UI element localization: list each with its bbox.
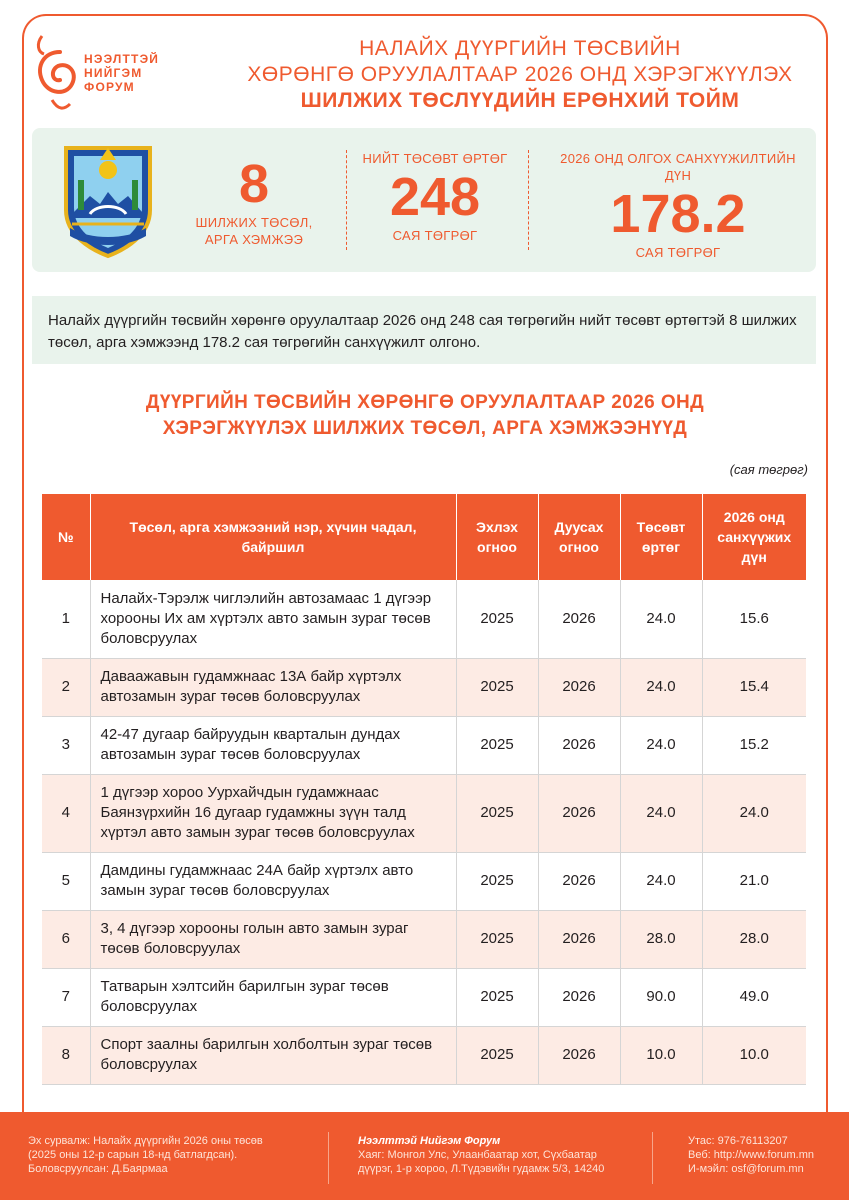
cell-name: Спорт заалны барилгын холболтын зураг төсөв боловсруулах (90, 1026, 456, 1084)
cell-start: 2025 (456, 658, 538, 716)
total-budget-value: 248 (389, 167, 481, 227)
logo-line-1: НЭЭЛТТЭЙ (84, 52, 160, 66)
col-header-start: Эхлэх огноо (456, 494, 538, 580)
district-emblem-icon (60, 140, 156, 260)
footer-divider (328, 1132, 329, 1184)
funding-title: 2026 ОНД ОЛГОХ САНХҮҮЖИЛТИЙН ДҮН (560, 151, 796, 183)
section-title (60, 390, 790, 442)
table-header-row (42, 494, 806, 580)
cell-budget: 10.0 (620, 1026, 702, 1084)
funding-value: 178.2 (610, 184, 746, 244)
cell-start: 2025 (456, 1026, 538, 1084)
cell-start: 2025 (456, 852, 538, 910)
footer-address (358, 1134, 638, 1176)
col-header-budget: Төсөвт өртөг (620, 494, 702, 580)
funding-unit: САЯ ТӨГРӨГ (635, 245, 721, 260)
cell-name: 1 дүгээр хороо Уурхайчдын гудамжнаас Баянзүрхийн 16 дугаар гудамжны зүүн талд хүртэл авто замын зураг төсөв боловсруулах (90, 774, 456, 852)
cell-name: Даваажавын гудамжнаас 13А байр хүртэлх автозамын зураг төсөв боловсруулах (90, 658, 456, 716)
logo-wordmark (84, 52, 159, 94)
cell-fund: 15.4 (702, 658, 806, 716)
cell-name: Налайх-Тэрэлж чиглэлийн автозамаас 1 дүгээр хорооны Их ам хүртэлх авто замын зураг төсөв боловсруулах (90, 580, 456, 658)
cell-no: 4 (42, 774, 90, 852)
col-header-no: № (42, 494, 90, 580)
table-row (42, 580, 806, 658)
footer-phone: Утас: 976-76113207 (688, 1135, 788, 1147)
funding-stat (548, 150, 808, 261)
total-budget-title: НИЙТ ТӨСӨВТ ӨРТӨГ (362, 151, 508, 166)
project-count-label-1: ШИЛЖИХ ТӨСӨЛ, (195, 215, 313, 230)
footer-address-line-2: дүүрэг, 1-р хороо, Л.Түдэвийн гудамж 5/3, 14240 (358, 1163, 605, 1175)
col-header-end: Дуусах огноо (538, 494, 620, 580)
cell-no: 1 (42, 580, 90, 658)
footer (0, 1112, 849, 1200)
table-row (42, 774, 806, 852)
cell-name: 3, 4 дүгээр хорооны голын авто замын зураг төсөв боловсруулах (90, 910, 456, 968)
footer-contact (688, 1134, 838, 1176)
projects-table (42, 494, 806, 1085)
forum-logo (30, 30, 180, 110)
cell-end: 2026 (538, 968, 620, 1026)
project-count-label-2: АРГА ХЭМЖЭЭ (204, 232, 304, 247)
project-count-value: 8 (238, 154, 270, 214)
section-title-line-1: ДҮҮРГИЙН ТӨСВИЙН ХӨРӨНГӨ ОРУУЛАЛТААР 2026 ОНД (145, 392, 705, 413)
table-row (42, 716, 806, 774)
section-title-line-2: ХЭРЭГЖҮҮЛЭХ ШИЛЖИХ ТӨСӨЛ, АРГА ХЭМЖЭЭНҮҮД (162, 418, 688, 439)
cell-end: 2026 (538, 910, 620, 968)
total-budget-stat (350, 150, 520, 244)
intro-paragraph: Налайх дүүргийн төсвийн хөрөнгө оруулалтаар 2026 онд 248 сая төгрөгийн нийт төсөвт өртөгтэй 8 шилжих төсөл, арга хэмжээнд 178.2 сая төгрөгийн санхүүжилт олгоно. (32, 296, 816, 364)
footer-source-line-2: (2025 оны 12-р сарын 18-нд батлагдсан). (28, 1149, 238, 1161)
cell-no: 3 (42, 716, 90, 774)
cell-no: 5 (42, 852, 90, 910)
cell-end: 2026 (538, 716, 620, 774)
page-title-line-2: ХӨРӨНГӨ ОРУУЛАЛТААР 2026 ОНД ХЭРЭГЖҮҮЛЭХ (247, 63, 793, 86)
col-header-name: Төсөл, арга хэмжээний нэр, хүчин чадал, байршил (90, 494, 456, 580)
page-title (200, 36, 840, 114)
forum-logo-icon (30, 30, 90, 110)
cell-fund: 24.0 (702, 774, 806, 852)
cell-name: 42-47 дугаар байруудын кварталын дундах автозамын зураг төсөв боловсруулах (90, 716, 456, 774)
table-row (42, 1026, 806, 1084)
cell-end: 2026 (538, 580, 620, 658)
summary-divider (528, 150, 529, 250)
footer-web-link[interactable]: Веб: http://www.forum.mn (688, 1149, 814, 1161)
cell-no: 6 (42, 910, 90, 968)
footer-address-line-1: Хаяг: Монгол Улс, Улаанбаатар хот, Сүхбаатар (358, 1149, 597, 1161)
cell-budget: 24.0 (620, 774, 702, 852)
cell-budget: 24.0 (620, 580, 702, 658)
summary-divider (346, 150, 347, 250)
cell-start: 2025 (456, 968, 538, 1026)
cell-no: 8 (42, 1026, 90, 1084)
footer-email-link[interactable]: И-мэйл: osf@forum.mn (688, 1163, 804, 1175)
cell-start: 2025 (456, 716, 538, 774)
district-emblem (60, 140, 156, 260)
cell-end: 2026 (538, 658, 620, 716)
cell-start: 2025 (456, 774, 538, 852)
logo-line-2: НИЙГЭМ (84, 66, 143, 80)
cell-name: Татварын хэлтсийн барилгын зураг төсөв боловсруулах (90, 968, 456, 1026)
footer-divider (652, 1132, 653, 1184)
table-row (42, 852, 806, 910)
cell-fund: 15.6 (702, 580, 806, 658)
logo-line-3: ФОРУМ (84, 80, 135, 94)
total-budget-unit: САЯ ТӨГРӨГ (392, 228, 478, 243)
cell-start: 2025 (456, 580, 538, 658)
footer-source-line-3: Боловсруулсан: Д.Баярмаа (28, 1163, 168, 1175)
cell-no: 7 (42, 968, 90, 1026)
cell-start: 2025 (456, 910, 538, 968)
table-row (42, 968, 806, 1026)
col-header-fund: 2026 онд санхүүжих дүн (702, 494, 806, 580)
page-title-line-1: НАЛАЙХ ДҮҮРГИЙН ТӨСВИЙН (359, 37, 681, 60)
cell-fund: 21.0 (702, 852, 806, 910)
cell-fund: 10.0 (702, 1026, 806, 1084)
cell-end: 2026 (538, 1026, 620, 1084)
cell-no: 2 (42, 658, 90, 716)
page-title-line-3: ШИЛЖИХ ТӨСЛҮҮДИЙН ЕРӨНХИЙ ТОЙМ (300, 89, 740, 112)
cell-fund: 49.0 (702, 968, 806, 1026)
unit-note: (сая төгрөг) (729, 462, 808, 477)
cell-budget: 24.0 (620, 658, 702, 716)
cell-budget: 24.0 (620, 716, 702, 774)
footer-source-line-1: Эх сурвалж: Налайх дүүргийн 2026 оны төсөв (28, 1135, 263, 1147)
project-count-stat (184, 154, 324, 248)
cell-budget: 28.0 (620, 910, 702, 968)
cell-fund: 28.0 (702, 910, 806, 968)
table-row (42, 658, 806, 716)
footer-source (28, 1134, 318, 1176)
cell-budget: 90.0 (620, 968, 702, 1026)
cell-name: Дамдины гудамжнаас 24А байр хүртэлх авто замын зураг төсөв боловсруулах (90, 852, 456, 910)
footer-org-name: Нээлттэй Нийгэм Форум (358, 1135, 501, 1147)
cell-fund: 15.2 (702, 716, 806, 774)
cell-end: 2026 (538, 774, 620, 852)
table-row (42, 910, 806, 968)
cell-end: 2026 (538, 852, 620, 910)
summary-panel (32, 128, 816, 272)
cell-budget: 24.0 (620, 852, 702, 910)
